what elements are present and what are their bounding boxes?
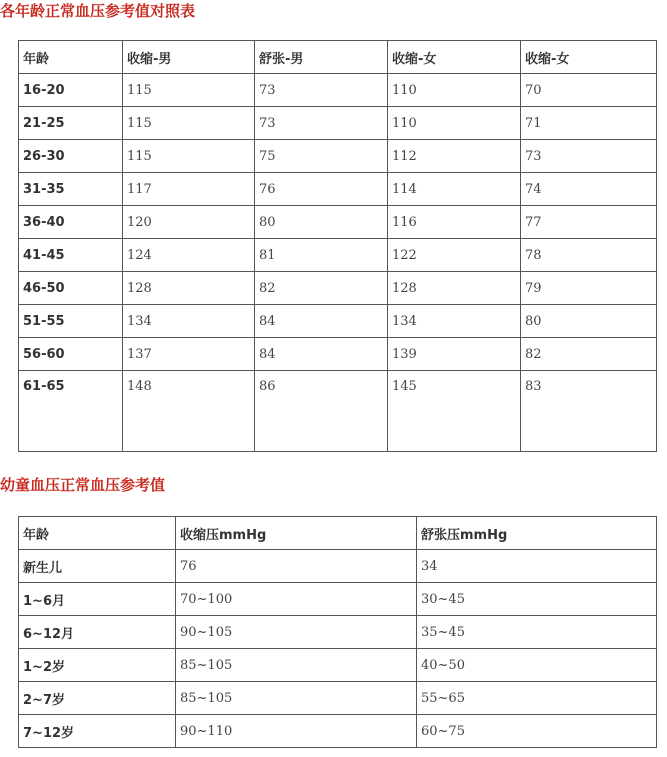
value-cell: 75 [255, 140, 388, 173]
value-cell: 134 [388, 305, 521, 338]
age-cell: 2~7岁 [19, 682, 176, 715]
value-cell: 81 [255, 239, 388, 272]
value-cell: 82 [255, 272, 388, 305]
value-cell: 30~45 [417, 583, 657, 616]
age-cell: 6~12月 [19, 616, 176, 649]
table-row [19, 239, 657, 272]
value-cell: 124 [123, 239, 255, 272]
table-row [19, 173, 657, 206]
table-row [19, 107, 657, 140]
value-cell: 112 [388, 140, 521, 173]
child-bp-table-title: 幼童血压正常血压参考值 [0, 476, 166, 494]
value-cell: 139 [388, 338, 521, 371]
value-cell: 137 [123, 338, 255, 371]
age-cell: 61-65 [19, 371, 123, 452]
age-cell: 51-55 [19, 305, 123, 338]
header-cell: 收缩压mmHg [176, 517, 417, 550]
value-cell: 73 [255, 107, 388, 140]
age-cell: 46-50 [19, 272, 123, 305]
header-cell: 收缩-女 [521, 41, 657, 74]
value-cell: 55~65 [417, 682, 657, 715]
value-cell: 71 [521, 107, 657, 140]
value-cell: 80 [255, 206, 388, 239]
value-cell: 115 [123, 74, 255, 107]
child-bp-table [18, 516, 657, 748]
header-cell: 舒张压mmHg [417, 517, 657, 550]
header-cell: 收缩-男 [123, 41, 255, 74]
value-cell: 35~45 [417, 616, 657, 649]
table-row [19, 140, 657, 173]
value-cell: 70~100 [176, 583, 417, 616]
value-cell: 120 [123, 206, 255, 239]
value-cell: 77 [521, 206, 657, 239]
value-cell: 90~110 [176, 715, 417, 748]
header-cell: 年龄 [19, 517, 176, 550]
table-row [19, 616, 657, 649]
value-cell: 40~50 [417, 649, 657, 682]
table-row [19, 272, 657, 305]
age-cell: 1~2岁 [19, 649, 176, 682]
table-row [19, 682, 657, 715]
adult-bp-table-title: 各年龄正常血压参考值对照表 [0, 2, 196, 20]
age-cell: 41-45 [19, 239, 123, 272]
value-cell: 90~105 [176, 616, 417, 649]
value-cell: 122 [388, 239, 521, 272]
value-cell: 80 [521, 305, 657, 338]
age-cell: 1~6月 [19, 583, 176, 616]
value-cell: 115 [123, 107, 255, 140]
table-row [19, 338, 657, 371]
value-cell: 84 [255, 305, 388, 338]
adult-bp-table [18, 40, 657, 452]
table-row [19, 649, 657, 682]
value-cell: 73 [521, 140, 657, 173]
value-cell: 110 [388, 107, 521, 140]
value-cell: 148 [123, 371, 255, 452]
age-cell: 31-35 [19, 173, 123, 206]
value-cell: 86 [255, 371, 388, 452]
value-cell: 78 [521, 239, 657, 272]
value-cell: 73 [255, 74, 388, 107]
value-cell: 76 [255, 173, 388, 206]
table-row [19, 583, 657, 616]
value-cell: 76 [176, 550, 417, 583]
value-cell: 116 [388, 206, 521, 239]
value-cell: 134 [123, 305, 255, 338]
value-cell: 85~105 [176, 682, 417, 715]
header-cell: 舒张-男 [255, 41, 388, 74]
value-cell: 117 [123, 173, 255, 206]
table-row [19, 74, 657, 107]
value-cell: 60~75 [417, 715, 657, 748]
value-cell: 83 [521, 371, 657, 452]
value-cell: 34 [417, 550, 657, 583]
value-cell: 114 [388, 173, 521, 206]
value-cell: 79 [521, 272, 657, 305]
value-cell: 128 [123, 272, 255, 305]
value-cell: 110 [388, 74, 521, 107]
header-cell: 收缩-女 [388, 41, 521, 74]
value-cell: 145 [388, 371, 521, 452]
age-cell: 新生儿 [19, 550, 176, 583]
age-cell: 16-20 [19, 74, 123, 107]
age-cell: 7~12岁 [19, 715, 176, 748]
table-header-row [19, 517, 657, 550]
age-cell: 56-60 [19, 338, 123, 371]
value-cell: 74 [521, 173, 657, 206]
value-cell: 85~105 [176, 649, 417, 682]
age-cell: 21-25 [19, 107, 123, 140]
age-cell: 26-30 [19, 140, 123, 173]
table-row [19, 371, 657, 452]
value-cell: 70 [521, 74, 657, 107]
value-cell: 84 [255, 338, 388, 371]
table-row [19, 305, 657, 338]
table-header-row [19, 41, 657, 74]
table-row [19, 206, 657, 239]
value-cell: 128 [388, 272, 521, 305]
table-row [19, 550, 657, 583]
age-cell: 36-40 [19, 206, 123, 239]
header-cell: 年龄 [19, 41, 123, 74]
value-cell: 115 [123, 140, 255, 173]
value-cell: 82 [521, 338, 657, 371]
table-row [19, 715, 657, 748]
